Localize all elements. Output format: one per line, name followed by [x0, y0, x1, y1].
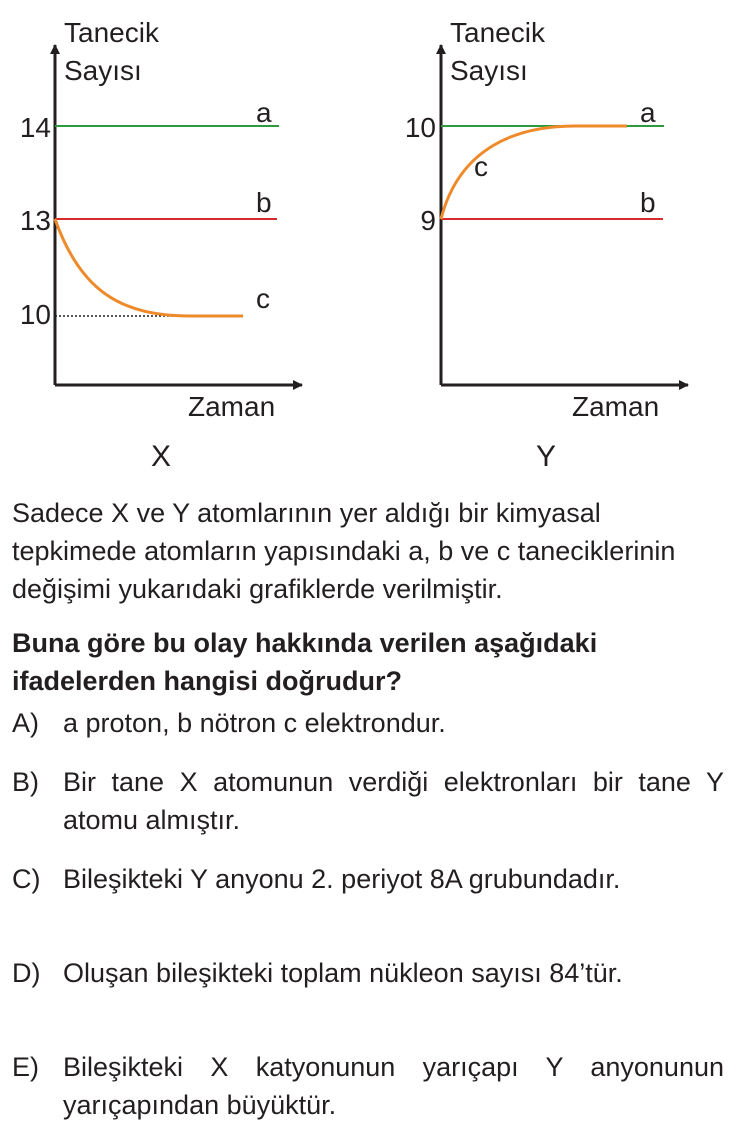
option-d[interactable]: [12, 954, 724, 992]
chart-y-title: Y: [535, 440, 557, 473]
question-prompt: Buna göre bu olay hakkında verilen aşağıdaki ifadelerden hangisi doğrudur?: [12, 628, 598, 696]
charts-figure: [0, 0, 740, 480]
option-e[interactable]: [12, 1048, 724, 1124]
option-a-letter: A): [12, 708, 39, 738]
chart-x-xlabel: Zaman: [188, 391, 276, 422]
chart-x-label-c: c: [256, 283, 270, 314]
chart-y-ylabel-line1: Tanecik: [450, 17, 545, 48]
option-e-text: Bileşikteki X katyonunun yarıçapı Y anyonunun yarıçapından büyüktür.: [63, 1052, 724, 1120]
chart-x-series-c-curve: [55, 219, 243, 316]
option-b[interactable]: [12, 763, 724, 839]
chart-x-tick-14: 14: [19, 112, 51, 143]
chart-y-ylabel-line2: Sayısı: [450, 55, 528, 86]
chart-y-label-c: c: [474, 151, 488, 182]
chart-y: [405, 17, 688, 473]
chart-x: [20, 17, 302, 473]
chart-x-ylabel-line2: Sayısı: [64, 55, 142, 86]
option-e-letter: E): [12, 1052, 39, 1082]
question-stem: Sadece X ve Y atomlarının yer aldığı bir kimyasal tepkimede atomların yapısındaki a, b ve c taneciklerinin değişimi yukarıdaki grafiklerde verilmiştir.: [12, 498, 676, 604]
option-c-letter: C): [12, 864, 41, 894]
chart-x-tick-13: 13: [19, 205, 51, 236]
chart-x-label-b: b: [256, 187, 272, 218]
chart-y-label-a: a: [640, 97, 656, 128]
chart-y-tick-9: 9: [420, 205, 436, 236]
chart-x-label-a: a: [256, 97, 272, 128]
option-d-letter: D): [12, 958, 41, 988]
option-b-letter: B): [12, 767, 39, 797]
option-c-text: Bileşikteki Y anyonu 2. periyot 8A grubundadır.: [63, 864, 621, 894]
option-a-text: a proton, b nötron c elektrondur.: [63, 708, 446, 738]
option-d-text: Oluşan bileşikteki toplam nükleon sayısı 84’tür.: [63, 958, 623, 988]
chart-y-series-c-curve: [441, 126, 627, 219]
chart-y-label-b: b: [640, 187, 656, 218]
chart-x-title: X: [150, 440, 172, 473]
chart-y-tick-10: 10: [404, 112, 436, 143]
chart-y-xlabel: Zaman: [572, 391, 660, 422]
option-a[interactable]: [12, 704, 724, 742]
option-b-text: Bir tane X atomunun verdiği elektronları bir tane Y atomu almıştır.: [63, 767, 724, 835]
chart-x-tick-10: 10: [19, 299, 51, 330]
option-c[interactable]: [12, 860, 724, 898]
chart-x-ylabel-line1: Tanecik: [64, 17, 159, 48]
